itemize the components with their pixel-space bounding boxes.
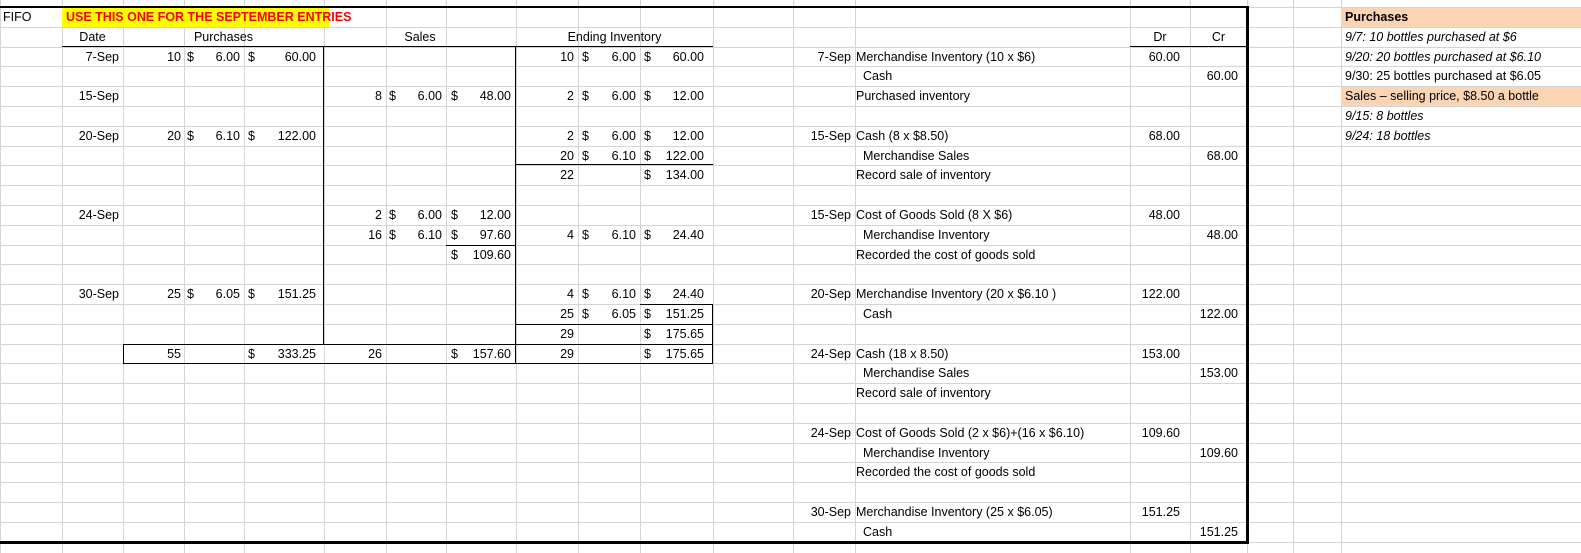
ledger-s-qty-cell[interactable]: 16 bbox=[368, 228, 382, 242]
journal-description-cell[interactable]: Cost of Goods Sold (8 X $6) bbox=[856, 208, 1013, 222]
journal-description-cell[interactable]: Merchandise Inventory (25 x $6.05) bbox=[856, 505, 1053, 519]
ledger-p-total-cell[interactable]: 122.00 bbox=[277, 129, 316, 143]
ledger-s-qty-cell[interactable]: 26 bbox=[368, 347, 382, 361]
cr-header[interactable]: Cr bbox=[1211, 30, 1226, 44]
journal-debit-cell[interactable]: 151.25 bbox=[1141, 505, 1180, 519]
journal-credit-cell[interactable]: 122.00 bbox=[1199, 307, 1238, 321]
ledger-p-cur-cell[interactable]: $ bbox=[187, 287, 194, 301]
ending-inventory-header[interactable]: Ending Inventory bbox=[567, 30, 662, 44]
ledger-p-price-cell[interactable]: 6.00 bbox=[215, 50, 240, 64]
journal-description-cell[interactable]: Merchandise Sales bbox=[863, 149, 970, 163]
journal-description-cell[interactable]: Recorded the cost of goods sold bbox=[856, 248, 1036, 262]
journal-description-cell[interactable]: Cash (8 x $8.50) bbox=[856, 129, 949, 143]
journal-credit-cell[interactable]: 68.00 bbox=[1206, 149, 1238, 163]
ledger-e-total-cell[interactable]: 60.00 bbox=[672, 50, 704, 64]
ledger-e-cur-cell[interactable]: $ bbox=[582, 129, 589, 143]
ledger-e-total-cell[interactable]: 12.00 bbox=[672, 89, 704, 103]
ledger-e-cur2-cell[interactable]: $ bbox=[644, 149, 651, 163]
journal-description-cell[interactable]: Recorded the cost of goods sold bbox=[856, 465, 1036, 479]
ledger-e-qty-cell[interactable]: 2 bbox=[567, 89, 574, 103]
ledger-e-total-cell[interactable]: 175.65 bbox=[665, 347, 704, 361]
ledger-e-qty-cell[interactable]: 29 bbox=[560, 327, 574, 341]
journal-date-cell[interactable]: 30-Sep bbox=[810, 505, 851, 519]
ledger-s-qty-cell[interactable]: 2 bbox=[375, 208, 382, 222]
ledger-p-cur2-cell[interactable]: $ bbox=[248, 50, 255, 64]
journal-description-cell[interactable]: Cash bbox=[863, 69, 893, 83]
ledger-e-cur-cell[interactable]: $ bbox=[582, 89, 589, 103]
ledger-p-price-cell[interactable]: 6.10 bbox=[215, 129, 240, 143]
ledger-e-price-cell[interactable]: 6.05 bbox=[611, 307, 636, 321]
ledger-s-total-cell[interactable]: 157.60 bbox=[472, 347, 511, 361]
ledger-e-cur2-cell[interactable]: $ bbox=[644, 89, 651, 103]
ledger-s-price-cell[interactable]: 6.00 bbox=[417, 208, 442, 222]
journal-description-cell[interactable]: Cost of Goods Sold (2 x $6)+(16 x $6.10) bbox=[856, 426, 1085, 440]
journal-description-cell[interactable]: Merchandise Inventory (10 x $6) bbox=[856, 50, 1036, 64]
ledger-e-qty-cell[interactable]: 29 bbox=[560, 347, 574, 361]
purchases-header[interactable]: Purchases bbox=[193, 30, 254, 44]
ledger-e-price-cell[interactable]: 6.00 bbox=[611, 50, 636, 64]
ledger-e-price-cell[interactable]: 6.10 bbox=[611, 149, 636, 163]
ledger-s-cur2-cell[interactable]: $ bbox=[451, 347, 458, 361]
journal-date-cell[interactable]: 15-Sep bbox=[810, 208, 851, 222]
journal-date-cell[interactable]: 20-Sep bbox=[810, 287, 851, 301]
ledger-s-qty-cell[interactable]: 8 bbox=[375, 89, 382, 103]
ledger-e-total-cell[interactable]: 175.65 bbox=[665, 327, 704, 341]
journal-debit-cell[interactable]: 48.00 bbox=[1148, 208, 1180, 222]
ledger-date-cell[interactable]: 20-Sep bbox=[78, 129, 119, 143]
ledger-e-cur-cell[interactable]: $ bbox=[582, 50, 589, 64]
note-cell[interactable]: 9/7: 10 bottles purchased at $6 bbox=[1345, 30, 1517, 44]
ledger-p-price-cell[interactable]: 6.05 bbox=[215, 287, 240, 301]
ledger-p-cur-cell[interactable]: $ bbox=[187, 50, 194, 64]
ledger-s-total-cell[interactable]: 109.60 bbox=[472, 248, 511, 262]
ledger-p-total-cell[interactable]: 60.00 bbox=[284, 50, 316, 64]
ledger-e-cur2-cell[interactable]: $ bbox=[644, 50, 651, 64]
ledger-p-qty-cell[interactable]: 20 bbox=[167, 129, 181, 143]
ledger-e-cur2-cell[interactable]: $ bbox=[644, 287, 651, 301]
ledger-p-cur2-cell[interactable]: $ bbox=[248, 129, 255, 143]
ledger-s-total-cell[interactable]: 48.00 bbox=[479, 89, 511, 103]
journal-description-cell[interactable]: Cash bbox=[863, 307, 893, 321]
date-header[interactable]: Date bbox=[79, 30, 106, 44]
ledger-p-qty-cell[interactable]: 25 bbox=[167, 287, 181, 301]
journal-debit-cell[interactable]: 153.00 bbox=[1141, 347, 1180, 361]
ledger-date-cell[interactable]: 7-Sep bbox=[85, 50, 119, 64]
journal-description-cell[interactable]: Merchandise Inventory bbox=[863, 446, 990, 460]
journal-debit-cell[interactable]: 122.00 bbox=[1141, 287, 1180, 301]
ledger-s-total-cell[interactable]: 12.00 bbox=[479, 208, 511, 222]
ledger-s-price-cell[interactable]: 6.00 bbox=[417, 89, 442, 103]
ledger-e-total-cell[interactable]: 24.40 bbox=[672, 287, 704, 301]
journal-credit-cell[interactable]: 109.60 bbox=[1199, 446, 1238, 460]
journal-date-cell[interactable]: 24-Sep bbox=[810, 347, 851, 361]
journal-date-cell[interactable]: 7-Sep bbox=[817, 50, 851, 64]
ledger-e-price-cell[interactable]: 6.10 bbox=[611, 287, 636, 301]
journal-date-cell[interactable]: 15-Sep bbox=[810, 129, 851, 143]
ledger-e-price-cell[interactable]: 6.00 bbox=[611, 129, 636, 143]
ledger-s-cur2-cell[interactable]: $ bbox=[451, 248, 458, 262]
ledger-p-total-cell[interactable]: 151.25 bbox=[277, 287, 316, 301]
ledger-s-cur-cell[interactable]: $ bbox=[389, 208, 396, 222]
ledger-date-cell[interactable]: 30-Sep bbox=[78, 287, 119, 301]
ledger-e-qty-cell[interactable]: 4 bbox=[567, 287, 574, 301]
ledger-e-qty-cell[interactable]: 4 bbox=[567, 228, 574, 242]
journal-description-cell[interactable]: Merchandise Inventory bbox=[863, 228, 990, 242]
ledger-e-total-cell[interactable]: 24.40 bbox=[672, 228, 704, 242]
dr-header[interactable]: Dr bbox=[1153, 30, 1167, 44]
ledger-e-cur2-cell[interactable]: $ bbox=[644, 327, 651, 341]
journal-description-cell[interactable]: Purchased inventory bbox=[856, 89, 970, 103]
journal-debit-cell[interactable]: 68.00 bbox=[1148, 129, 1180, 143]
journal-date-cell[interactable]: 24-Sep bbox=[810, 426, 851, 440]
ledger-e-cur2-cell[interactable]: $ bbox=[644, 129, 651, 143]
note-cell[interactable]: 9/30: 25 bottles purchased at $6.05 bbox=[1345, 69, 1541, 83]
note-cell[interactable]: 9/20: 20 bottles purchased at $6.10 bbox=[1345, 50, 1541, 64]
ledger-e-price-cell[interactable]: 6.10 bbox=[611, 228, 636, 242]
ledger-p-qty-cell[interactable]: 10 bbox=[167, 50, 181, 64]
journal-description-cell[interactable]: Cash bbox=[863, 525, 893, 539]
ledger-e-cur2-cell[interactable]: $ bbox=[644, 168, 651, 182]
ledger-p-cur2-cell[interactable]: $ bbox=[248, 287, 255, 301]
ledger-e-total-cell[interactable]: 122.00 bbox=[665, 149, 704, 163]
notes-title-cell[interactable]: Purchases bbox=[1345, 10, 1409, 24]
note-cell[interactable]: 9/24: 18 bottles bbox=[1345, 129, 1431, 143]
ledger-e-total-cell[interactable]: 12.00 bbox=[672, 129, 704, 143]
ledger-s-price-cell[interactable]: 6.10 bbox=[417, 228, 442, 242]
journal-credit-cell[interactable]: 151.25 bbox=[1199, 525, 1238, 539]
ledger-e-cur-cell[interactable]: $ bbox=[582, 228, 589, 242]
journal-description-cell[interactable]: Merchandise Sales bbox=[863, 366, 970, 380]
ledger-p-qty-cell[interactable]: 55 bbox=[167, 347, 181, 361]
journal-debit-cell[interactable]: 109.60 bbox=[1141, 426, 1180, 440]
sales-header[interactable]: Sales bbox=[404, 30, 436, 44]
ledger-s-cur2-cell[interactable]: $ bbox=[451, 228, 458, 242]
note-cell[interactable]: 9/15: 8 bottles bbox=[1345, 109, 1424, 123]
ledger-p-cur2-cell[interactable]: $ bbox=[248, 347, 255, 361]
ledger-e-qty-cell[interactable]: 25 bbox=[560, 307, 574, 321]
journal-description-cell[interactable]: Record sale of inventory bbox=[856, 386, 991, 400]
journal-description-cell[interactable]: Record sale of inventory bbox=[856, 168, 991, 182]
journal-credit-cell[interactable]: 48.00 bbox=[1206, 228, 1238, 242]
ledger-e-cur2-cell[interactable]: $ bbox=[644, 228, 651, 242]
ledger-e-qty-cell[interactable]: 10 bbox=[560, 50, 574, 64]
ledger-s-total-cell[interactable]: 97.60 bbox=[479, 228, 511, 242]
ledger-e-qty-cell[interactable]: 22 bbox=[560, 168, 574, 182]
ledger-p-total-cell[interactable]: 333.25 bbox=[277, 347, 316, 361]
ledger-date-cell[interactable]: 24-Sep bbox=[78, 208, 119, 222]
ledger-s-cur-cell[interactable]: $ bbox=[389, 228, 396, 242]
journal-description-cell[interactable]: Cash (18 x 8.50) bbox=[856, 347, 949, 361]
ledger-e-cur-cell[interactable]: $ bbox=[582, 149, 589, 163]
sheet-label-cell[interactable]: FIFO bbox=[3, 10, 32, 24]
ledger-e-cur-cell[interactable]: $ bbox=[582, 287, 589, 301]
ledger-p-cur-cell[interactable]: $ bbox=[187, 129, 194, 143]
ledger-s-cur2-cell[interactable]: $ bbox=[451, 208, 458, 222]
ledger-e-cur2-cell[interactable]: $ bbox=[644, 347, 651, 361]
journal-description-cell[interactable]: Merchandise Inventory (20 x $6.10 ) bbox=[856, 287, 1057, 301]
ledger-e-cur2-cell[interactable]: $ bbox=[644, 307, 651, 321]
journal-credit-cell[interactable]: 60.00 bbox=[1206, 69, 1238, 83]
ledger-e-total-cell[interactable]: 151.25 bbox=[665, 307, 704, 321]
ledger-e-cur-cell[interactable]: $ bbox=[582, 307, 589, 321]
journal-credit-cell[interactable]: 153.00 bbox=[1199, 366, 1238, 380]
note-cell[interactable]: Sales – selling price, $8.50 a bottle bbox=[1345, 89, 1539, 103]
ledger-s-cur2-cell[interactable]: $ bbox=[451, 89, 458, 103]
ledger-e-total-cell[interactable]: 134.00 bbox=[665, 168, 704, 182]
ledger-e-qty-cell[interactable]: 2 bbox=[567, 129, 574, 143]
banner-cell[interactable]: USE THIS ONE FOR THE SEPTEMBER ENTRIES bbox=[66, 10, 352, 24]
journal-debit-cell[interactable]: 60.00 bbox=[1148, 50, 1180, 64]
ledger-date-cell[interactable]: 15-Sep bbox=[78, 89, 119, 103]
ledger-e-price-cell[interactable]: 6.00 bbox=[611, 89, 636, 103]
ledger-e-qty-cell[interactable]: 20 bbox=[560, 149, 574, 163]
ledger-s-cur-cell[interactable]: $ bbox=[389, 89, 396, 103]
